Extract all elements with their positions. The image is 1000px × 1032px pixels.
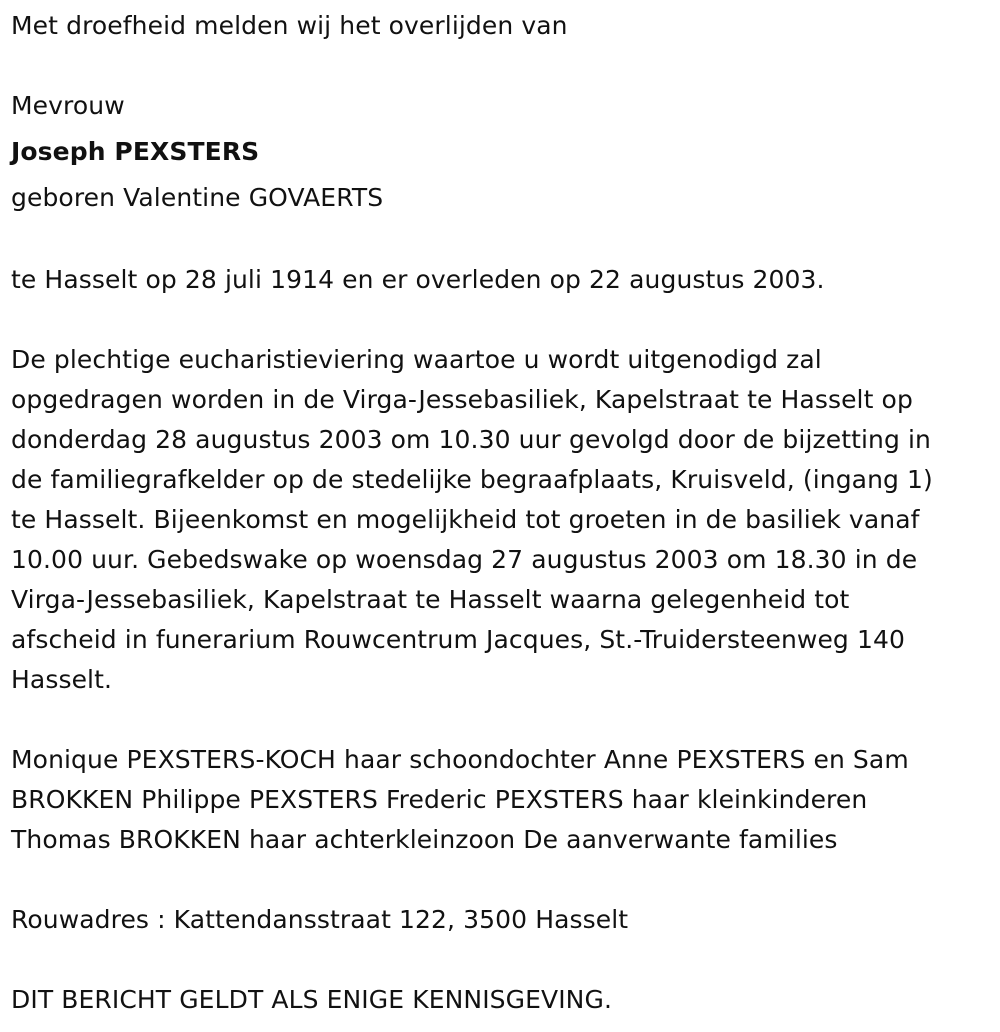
mourning-address: Rouwadres : Kattendansstraat 122, 3500 Hasselt bbox=[11, 905, 629, 934]
ceremony-line: De plechtige eucharistieviering waartoe u wordt uitgenodigd zal bbox=[11, 345, 822, 374]
ceremony-line: donderdag 28 augustus 2003 om 10.30 uur gevolgd door de bijzetting in bbox=[11, 425, 931, 454]
ceremony-line: Virga-Jessebasiliek, Kapelstraat te Hasselt waarna gelegenheid tot bbox=[11, 585, 850, 614]
family-line: Monique PEXSTERS-KOCH haar schoondochter Anne PEXSTERS en Sam bbox=[11, 745, 909, 774]
family-line: Thomas BROKKEN haar achterkleinzoon De aanverwante families bbox=[11, 825, 838, 854]
closing-text: DIT BERICHT GELDT ALS ENIGE KENNISGEVING. bbox=[11, 985, 612, 1014]
deceased-name: Joseph PEXSTERS bbox=[11, 137, 260, 166]
birth-name: geboren Valentine GOVAERTS bbox=[11, 183, 384, 212]
ceremony-line: 10.00 uur. Gebedswake op woensdag 27 augustus 2003 om 18.30 in de bbox=[11, 545, 918, 574]
ceremony-paragraph bbox=[11, 340, 991, 700]
spacer bbox=[11, 300, 991, 340]
ceremony-line: de familiegrafkelder op de stedelijke begraafplaats, Kruisveld, (ingang 1) bbox=[11, 465, 933, 494]
spacer bbox=[11, 220, 991, 260]
family-line: BROKKEN Philippe PEXSTERS Frederic PEXSTERS haar kleinkinderen bbox=[11, 785, 868, 814]
spacer bbox=[11, 860, 991, 900]
salutation: Mevrouw bbox=[11, 91, 125, 120]
ceremony-line: Hasselt. bbox=[11, 665, 113, 694]
spacer bbox=[11, 940, 991, 980]
death-notice bbox=[11, 6, 991, 1020]
family-paragraph bbox=[11, 740, 991, 860]
ceremony-line: opgedragen worden in de Virga-Jessebasiliek, Kapelstraat te Hasselt op bbox=[11, 385, 913, 414]
ceremony-line: te Hasselt. Bijeenkomst en mogelijkheid tot groeten in de basiliek vanaf bbox=[11, 505, 920, 534]
spacer bbox=[11, 46, 991, 86]
intro-text: Met droefheid melden wij het overlijden van bbox=[11, 11, 568, 40]
dates-text: te Hasselt op 28 juli 1914 en er overleden op 22 augustus 2003. bbox=[11, 265, 825, 294]
ceremony-line: afscheid in funerarium Rouwcentrum Jacques, St.-Truidersteenweg 140 bbox=[11, 625, 905, 654]
spacer bbox=[11, 700, 991, 740]
